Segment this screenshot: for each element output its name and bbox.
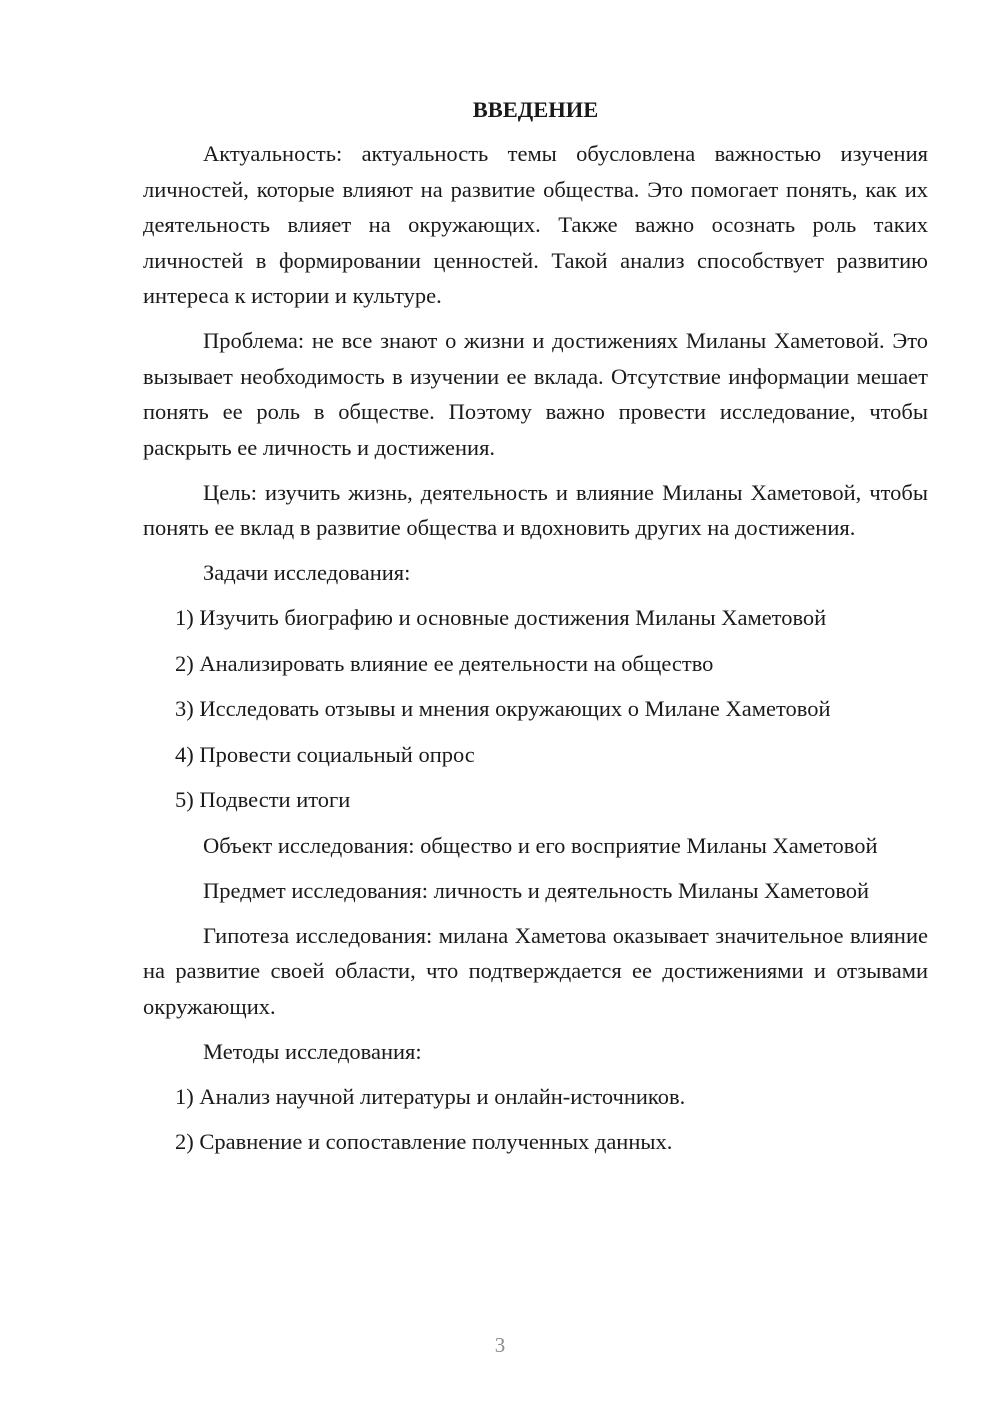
method-item: 2) Сравнение и сопоставление полученных данных. bbox=[175, 1129, 673, 1154]
task-item: 4) Провести социальный опрос bbox=[175, 741, 475, 767]
task-item: 2) Анализировать влияние ее деятельности на общество bbox=[175, 650, 714, 676]
problem-paragraph: Проблема: не все знают о жизни и достижениях Миланы Хаметовой. Это вызывает необходимость в изучении ее вклада. Отсутствие информации мешает понять ее роль в обществе. Поэтому важно провести исследование, чтобы раскрыть ее личность и достижения. bbox=[143, 328, 928, 460]
relevance-paragraph: Актуальность: актуальность темы обусловлена важностью изучения личностей, которые влияют на развитие общества. Это помогает понять, как их деятельность влияет на окружающих. Также важно осознать роль таких личностей в формировании ценностей. Такой анализ способствует развитию интереса к истории и культуре. bbox=[143, 141, 928, 308]
methods-label: Методы исследования: bbox=[203, 1038, 422, 1064]
task-item: 3) Исследовать отзывы и мнения окружающих о Милане Хаметовой bbox=[175, 696, 831, 721]
tasks-list bbox=[143, 600, 928, 818]
task-item: 1) Изучить биографию и основные достижения Миланы Хаметовой bbox=[175, 605, 827, 630]
document-page bbox=[143, 92, 928, 1170]
subject-paragraph: Предмет исследования: личность и деятельность Миланы Хаметовой bbox=[203, 877, 870, 903]
hypothesis-paragraph: Гипотеза исследования: милана Хаметова оказывает значительное влияние на развитие своей области, что подтверждается ее достижениями и отзывами окружающих. bbox=[143, 922, 928, 1019]
page-number: 3 bbox=[494, 1333, 506, 1357]
task-item: 5) Подвести итоги bbox=[175, 787, 351, 812]
method-item: 1) Анализ научной литературы и онлайн-источников. bbox=[175, 1083, 686, 1109]
goal-paragraph: Цель: изучить жизнь, деятельность и влияние Миланы Хаметовой, чтобы понять ее вклад в развитие общества и вдохновить других на достижения. bbox=[143, 479, 928, 540]
tasks-label: Задачи исследования: bbox=[203, 560, 411, 585]
section-title: ВВЕДЕНИЕ bbox=[472, 97, 599, 122]
methods-list bbox=[143, 1079, 928, 1160]
object-paragraph: Объект исследования: общество и его восприятие Миланы Хаметовой bbox=[203, 832, 878, 858]
